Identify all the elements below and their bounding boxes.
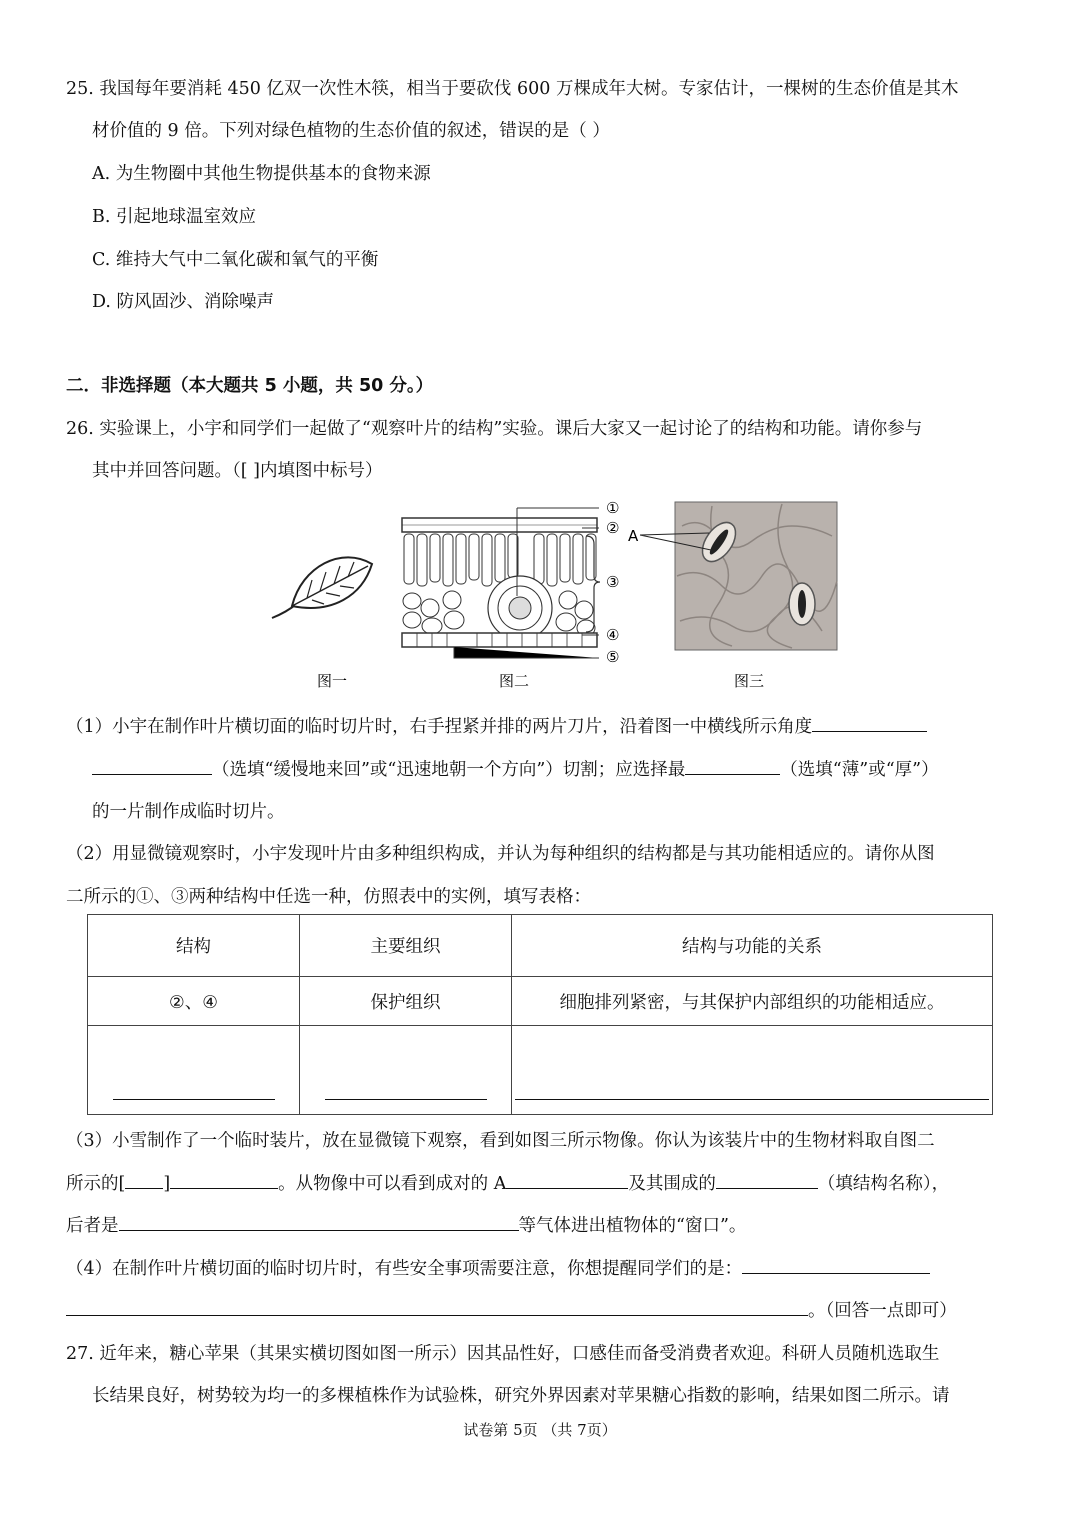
q26-p1-line1: （1）小宇在制作叶片横切面的临时切片时，右手捏紧并排的两片刀片，沿着图一中横线所示角度 (66, 713, 927, 738)
table-header-tissue: 主要组织 (300, 915, 512, 977)
answer-blank-safety-b[interactable] (66, 1297, 808, 1316)
table-header-relation: 结构与功能的关系 (512, 915, 993, 977)
answer-blank-guard-cell[interactable] (506, 1170, 628, 1189)
fig1-caption: 图一 (316, 672, 348, 690)
q26-p4-line1: （4）在制作叶片横切面的临时切片时，有些安全事项需要注意，你想提醒同学们的是： (66, 1255, 930, 1280)
q25-stem-line1: 25. 我国每年要消耗 450 亿双一次性木筷，相当于要砍伐 600 万棵成年大树。专家估计，一棵树的生态价值是其木 (66, 79, 959, 99)
answer-blank-cut-method-a[interactable] (812, 713, 927, 732)
q26-p1-line2: （选填“缓慢地来回”或“迅速地朝一个方向”）切割；应选择最 （选填“薄”或“厚”） (92, 756, 939, 781)
q26-p3-line1: （3）小雪制作了一个临时装片，放在显微镜下观察，看到如图三所示物像。你认为该装片中的生物材料取自图二 (66, 1131, 935, 1151)
answer-blank-gases[interactable] (119, 1212, 519, 1231)
answer-blank-label-number[interactable] (125, 1170, 163, 1189)
page-footer: 试卷第 5页 （共 7页） (463, 1421, 617, 1439)
table-answer-relation[interactable] (512, 1026, 993, 1115)
q26-p3-line3: 后者是 等气体进出植物体的“窗口”。 (66, 1212, 746, 1237)
fig3-label-a: A (628, 527, 639, 545)
fig2-caption: 图二 (498, 672, 530, 690)
q25-option-d: D. 防风固沙、消除噪声 (92, 292, 275, 312)
fig2-label-3: ③ (606, 573, 620, 591)
q26-p2-line2: 二所示的①、③两种结构中任选一种，仿照表中的实例，填写表格： (66, 887, 591, 907)
table-answer-tissue[interactable] (300, 1026, 512, 1115)
q26-figures (262, 496, 842, 696)
q26-p2-line1: （2）用显微镜观察时，小宇发现叶片由多种组织构成，并认为每种组织的结构都是与其功能相适应的。请你从图 (66, 844, 935, 864)
q26-stem-line1: 26. 实验课上，小宇和同学们一起做了“观察叶片的结构”实验。课后大家又一起讨论了的结构和功能。请你参与 (66, 419, 923, 439)
answer-blank-source-name[interactable] (170, 1170, 278, 1189)
q25-option-a: A. 为生物圈中其他生物提供基本的食物来源 (92, 164, 431, 184)
q26-p3-line2: 所示的[ ] 。从物像中可以看到成对的 A 及其围成的 （填结构名称）， (66, 1170, 949, 1195)
fig1-leaf-drawing (272, 557, 372, 618)
fig2-label-5: ⑤ (606, 648, 620, 666)
fig3-micrograph (640, 502, 837, 650)
q27-stem-line1: 27. 近年来，糖心苹果（其果实横切图如图一所示）因其品性好，口感佳而备受消费者欢迎。科研人员随机选取生 (66, 1344, 940, 1364)
q25-stem-line2: 材价值的 9 倍。下列对绿色植物的生态价值的叙述，错误的是（ ） (92, 121, 610, 141)
table-cell-structure: ②、④ (88, 977, 300, 1026)
q26-p4-line2: 。（回答一点即可） (66, 1297, 957, 1322)
fig2-label-2: ② (606, 519, 620, 537)
q26-stem-line2: 其中并回答问题。（[ ]内填图中标号） (92, 461, 383, 481)
answer-blank-thickness[interactable] (685, 756, 780, 775)
structure-function-table (87, 914, 993, 1115)
q25-option-b: B. 引起地球温室效应 (92, 207, 256, 227)
q27-stem-line2: 长结果良好，树势较为均一的多棵植株作为试验株，研究外界因素对苹果糖心指数的影响，结果如图二所示。请 (92, 1386, 950, 1406)
section-2-title: 二．非选择题（本大题共 5 小题，共 50 分。） (66, 376, 434, 396)
table-cell-tissue: 保护组织 (300, 977, 512, 1026)
answer-blank-stoma[interactable] (716, 1170, 818, 1189)
fig3-caption: 图三 (733, 672, 765, 690)
table-answer-row (88, 1026, 993, 1115)
table-header-structure: 结构 (88, 915, 300, 977)
fig2-label-4: ④ (606, 626, 620, 644)
fig2-cross-section (402, 508, 600, 658)
table-answer-structure[interactable] (88, 1026, 300, 1115)
table-row (88, 977, 993, 1026)
q26-p1-line3: 的一片制作成临时切片。 (92, 802, 285, 822)
q25-option-c: C. 维持大气中二氧化碳和氧气的平衡 (92, 250, 379, 270)
leaf-figures-illustration (262, 496, 842, 696)
table-header-row (88, 915, 993, 977)
answer-blank-cut-method-b[interactable] (92, 756, 212, 775)
answer-blank-safety-a[interactable] (742, 1255, 930, 1274)
fig2-label-1: ① (606, 499, 620, 517)
table-cell-relation: 细胞排列紧密，与其保护内部组织的功能相适应。 (512, 977, 993, 1026)
